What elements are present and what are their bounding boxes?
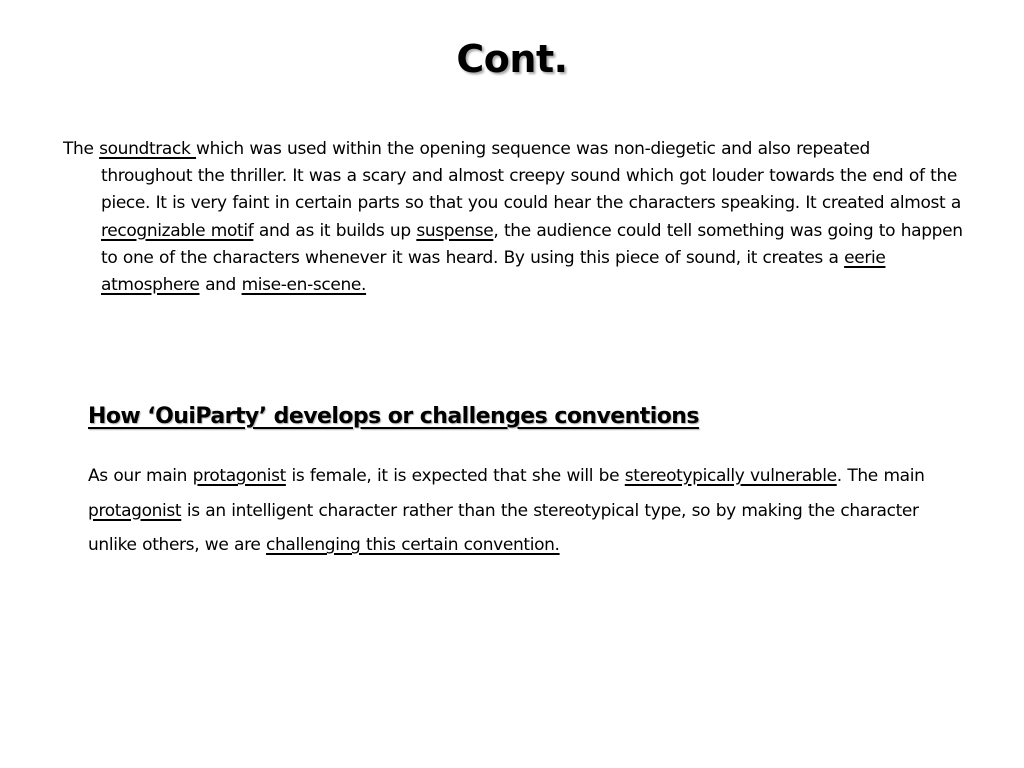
paragraph-text: , the audience could tell something was going to happen to one of the characters whenever it was heard. By using this piece of sound, it creates a	[101, 220, 963, 268]
underlined-term-stereotypically-vulnerable: stereotypically vulnerable	[624, 466, 837, 486]
paragraph-text: As our main	[88, 466, 193, 486]
section-heading: How ‘OuiParty’ develops or challenges conventions	[88, 404, 699, 429]
slide-title: Cont.	[456, 37, 568, 81]
underlined-term-suspense: suspense	[416, 220, 494, 241]
paragraph-text: and	[199, 275, 242, 296]
paragraph-text: and as it builds up	[253, 220, 417, 241]
underlined-term-challenging-convention: challenging this certain convention.	[266, 535, 560, 555]
paragraph-text: which was used within the opening sequence was non-diegetic and also repeated throughout the thriller. It was a scary and almost creepy sound which got louder towards the end of the piece. It is very faint in certain parts so that you could hear the characters speaking. It created almost a	[101, 139, 961, 214]
underlined-term-protagonist: protagonist	[192, 466, 286, 486]
paragraph-text: The	[63, 139, 100, 159]
underlined-term-recognizable-motif: recognizable motif	[101, 220, 254, 241]
paragraph-text: . The main	[836, 466, 925, 486]
soundtrack-paragraph	[63, 136, 963, 299]
underlined-term-soundtrack: soundtrack	[99, 139, 197, 159]
conventions-paragraph	[88, 459, 938, 563]
underlined-term-protagonist: protagonist	[88, 500, 182, 521]
underlined-term-mise-en-scene: mise-en-scene.	[241, 275, 367, 296]
paragraph-text: is an intelligent character rather than the stereotypical type, so by making the character unlike others, we are	[88, 500, 919, 555]
underlined-term-eerie-atmosphere: eerie atmosphere	[101, 247, 886, 296]
paragraph-text: is female, it is expected that she will be	[285, 466, 625, 486]
